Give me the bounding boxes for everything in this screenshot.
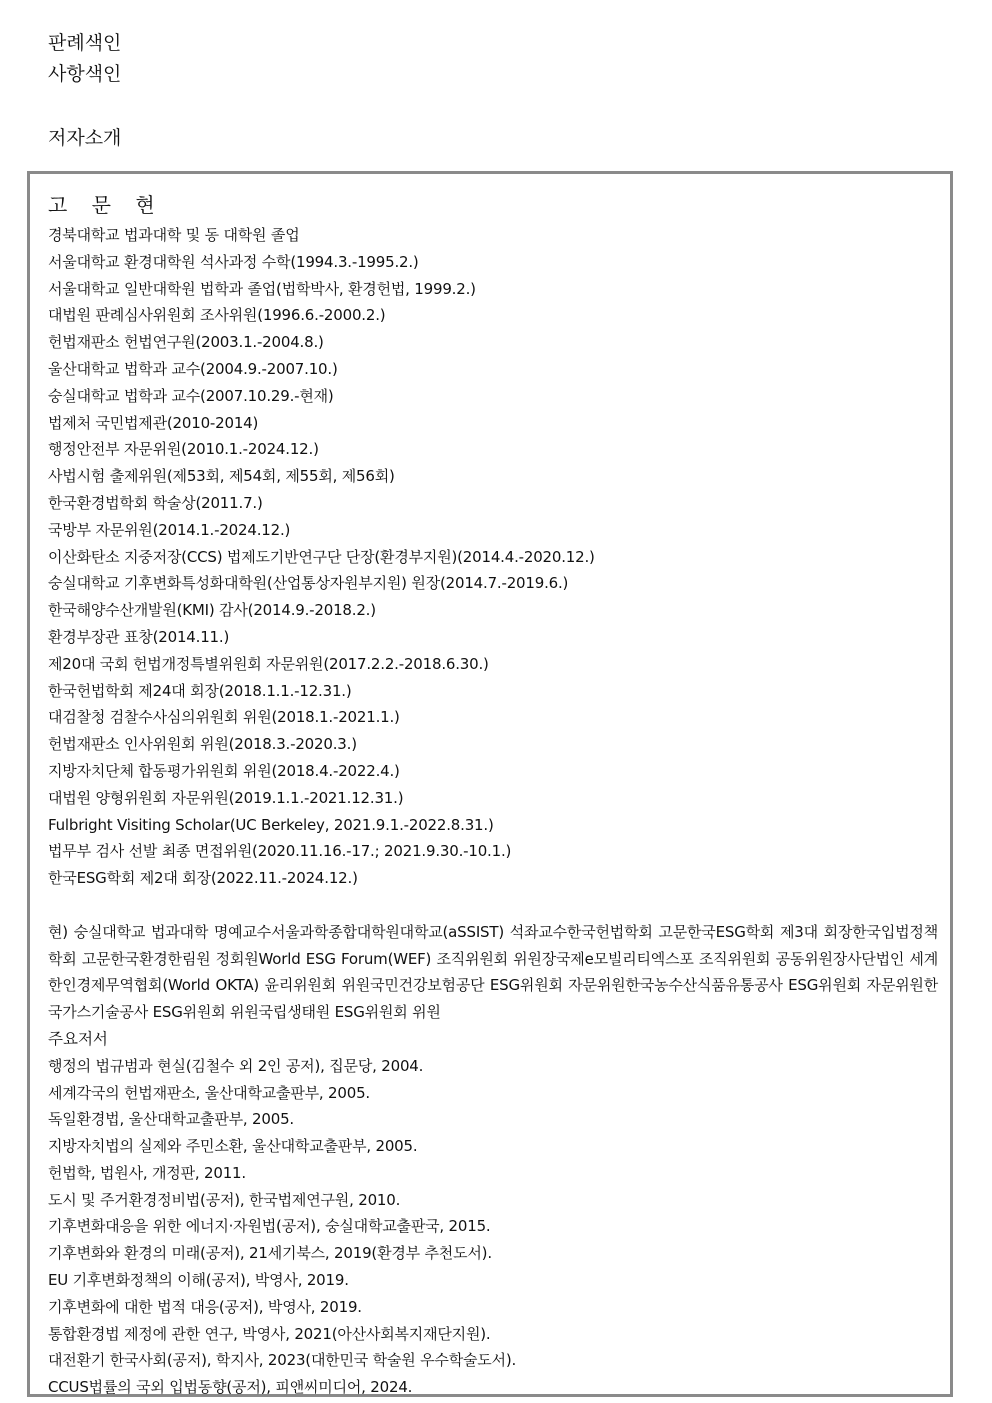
career-item: 행정안전부 자문위원(2010.1.-2024.12.) (48, 440, 319, 459)
career-item: 법제처 국민법제관(2010-2014) (48, 413, 259, 432)
author-intro-heading[interactable]: 저자소개 (48, 127, 122, 149)
case-index-link[interactable]: 판례색인 (48, 32, 122, 54)
career-item: 이산화탄소 지중저장(CCS) 법제도기반연구단 단장(환경부지원)(2014.4.-2020.12.) (48, 547, 595, 566)
career-item: 한국해양수산개발원(KMI) 감사(2014.9.-2018.2.) (48, 601, 376, 620)
career-item: 법무부 검사 선발 최종 면접위원(2020.11.16.-17.; 2021.9.30.-10.1.) (48, 842, 512, 861)
publication-item: CCUS법률의 국외 입법동향(공저), 피앤씨미디어, 2024. (48, 1378, 413, 1397)
publications-list (48, 1053, 940, 1401)
career-item: 환경부장관 표창(2014.11.) (48, 627, 230, 646)
career-item: 헌법재판소 인사위원회 위원(2018.3.-2020.3.) (48, 735, 357, 754)
career-item: 서울대학교 환경대학원 석사과정 수학(1994.3.-1995.2.) (48, 252, 419, 271)
career-item: 서울대학교 일반대학원 법학과 졸업(법학박사, 환경헌법, 1999.2.) (48, 279, 476, 298)
publication-item: 대전환기 한국사회(공저), 학지사, 2023(대한민국 학술원 우수학술도서). (48, 1351, 517, 1370)
career-item: 국방부 자문위원(2014.1.-2024.12.) (48, 520, 291, 539)
publication-item: 기후변화대응을 위한 에너지·자원법(공저), 숭실대학교출판국, 2015. (48, 1217, 491, 1236)
career-item: 헌법재판소 헌법연구원(2003.1.-2004.8.) (48, 333, 324, 352)
career-item: 대검찰청 검찰수사심의위원회 위원(2018.1.-2021.1.) (48, 708, 400, 727)
career-item: 숭실대학교 기후변화특성화대학원(산업통상자원부지원) 원장(2014.7.-2019.6.) (48, 574, 569, 593)
publication-item: 기후변화에 대한 법적 대응(공저), 박영사, 2019. (48, 1297, 362, 1316)
career-list (48, 222, 940, 892)
publication-item: 독일환경법, 울산대학교출판부, 2005. (48, 1110, 294, 1129)
career-item: 지방자치단체 합동평가위원회 위원(2018.4.-2022.4.) (48, 761, 400, 780)
career-item: 경북대학교 법과대학 및 동 대학원 졸업 (48, 226, 300, 244)
subject-index-link[interactable]: 사항색인 (48, 63, 122, 85)
publication-item: EU 기후변화정책의 이해(공저), 박영사, 2019. (48, 1271, 349, 1290)
career-item: 울산대학교 법학과 교수(2004.9.-2007.10.) (48, 359, 338, 378)
section-spacer (48, 892, 940, 919)
publication-item: 도시 및 주거환경정비법(공저), 한국법제연구원, 2010. (48, 1190, 401, 1209)
publication-item: 통합환경법 제정에 관한 연구, 박영사, 2021(아산사회복지재단지원). (48, 1324, 491, 1343)
publication-item: 기후변화와 환경의 미래(공저), 21세기북스, 2019(환경부 추천도서). (48, 1244, 492, 1263)
career-item: Fulbright Visiting Scholar(UC Berkeley, 2021.9.1.-2022.8.31.) (48, 815, 494, 834)
career-item: 한국ESG학회 제2대 회장(2022.11.-2024.12.) (48, 869, 358, 888)
career-item: 사법시험 출제위원(제53회, 제54회, 제55회, 제56회) (48, 467, 395, 486)
career-item: 한국헌법학회 제24대 회장(2018.1.1.-12.31.) (48, 681, 352, 700)
index-links (48, 28, 121, 90)
career-item: 숭실대학교 법학과 교수(2007.10.29.-현재) (48, 386, 334, 405)
career-item: 한국환경법학회 학술상(2011.7.) (48, 493, 263, 512)
publication-item: 지방자치법의 실제와 주민소환, 울산대학교출판부, 2005. (48, 1137, 418, 1156)
career-item: 대법원 판례심사위원회 조사위원(1996.6.-2000.2.) (48, 306, 386, 325)
current-positions: 현) 숭실대학교 법과대학 명예교수서울과학종합대학원대학교(aSSIST) 석좌교수한국헌법학회 고문한국ESG학회 제3대 회장한국입법정책학회 고문한국환경한림원 정회원World ESG Forum(WEF) 조직위원회 위원장국제e모빌리티엑스포 조직위원회 공동위원장사단법인 세계한인경제무역협회(World OKTA) 윤리위원회 위원국민건강보험공단 ESG위원회 자문위원한국농수산식품유통공사 ESG위원회 자문위원한국가스기술공사 ESG위원회 위원국립생태원 ESG위원회 위원 (48, 922, 938, 1022)
publications-heading: 주요저서 (48, 1029, 108, 1048)
author-profile-box (27, 171, 953, 1397)
author-name: 고 문 현 (48, 193, 164, 217)
career-item: 대법원 양형위원회 자문위원(2019.1.1.-2021.12.31.) (48, 788, 404, 807)
author-profile-content (48, 188, 940, 1401)
publication-item: 헌법학, 법원사, 개정판, 2011. (48, 1163, 246, 1182)
publication-item: 세계각국의 헌법재판소, 울산대학교출판부, 2005. (48, 1083, 371, 1102)
publication-item: 행정의 법규범과 현실(김철수 외 2인 공저), 집문당, 2004. (48, 1056, 424, 1075)
career-item: 제20대 국회 헌법개정특별위원회 자문위원(2017.2.2.-2018.6.30.) (48, 654, 489, 673)
